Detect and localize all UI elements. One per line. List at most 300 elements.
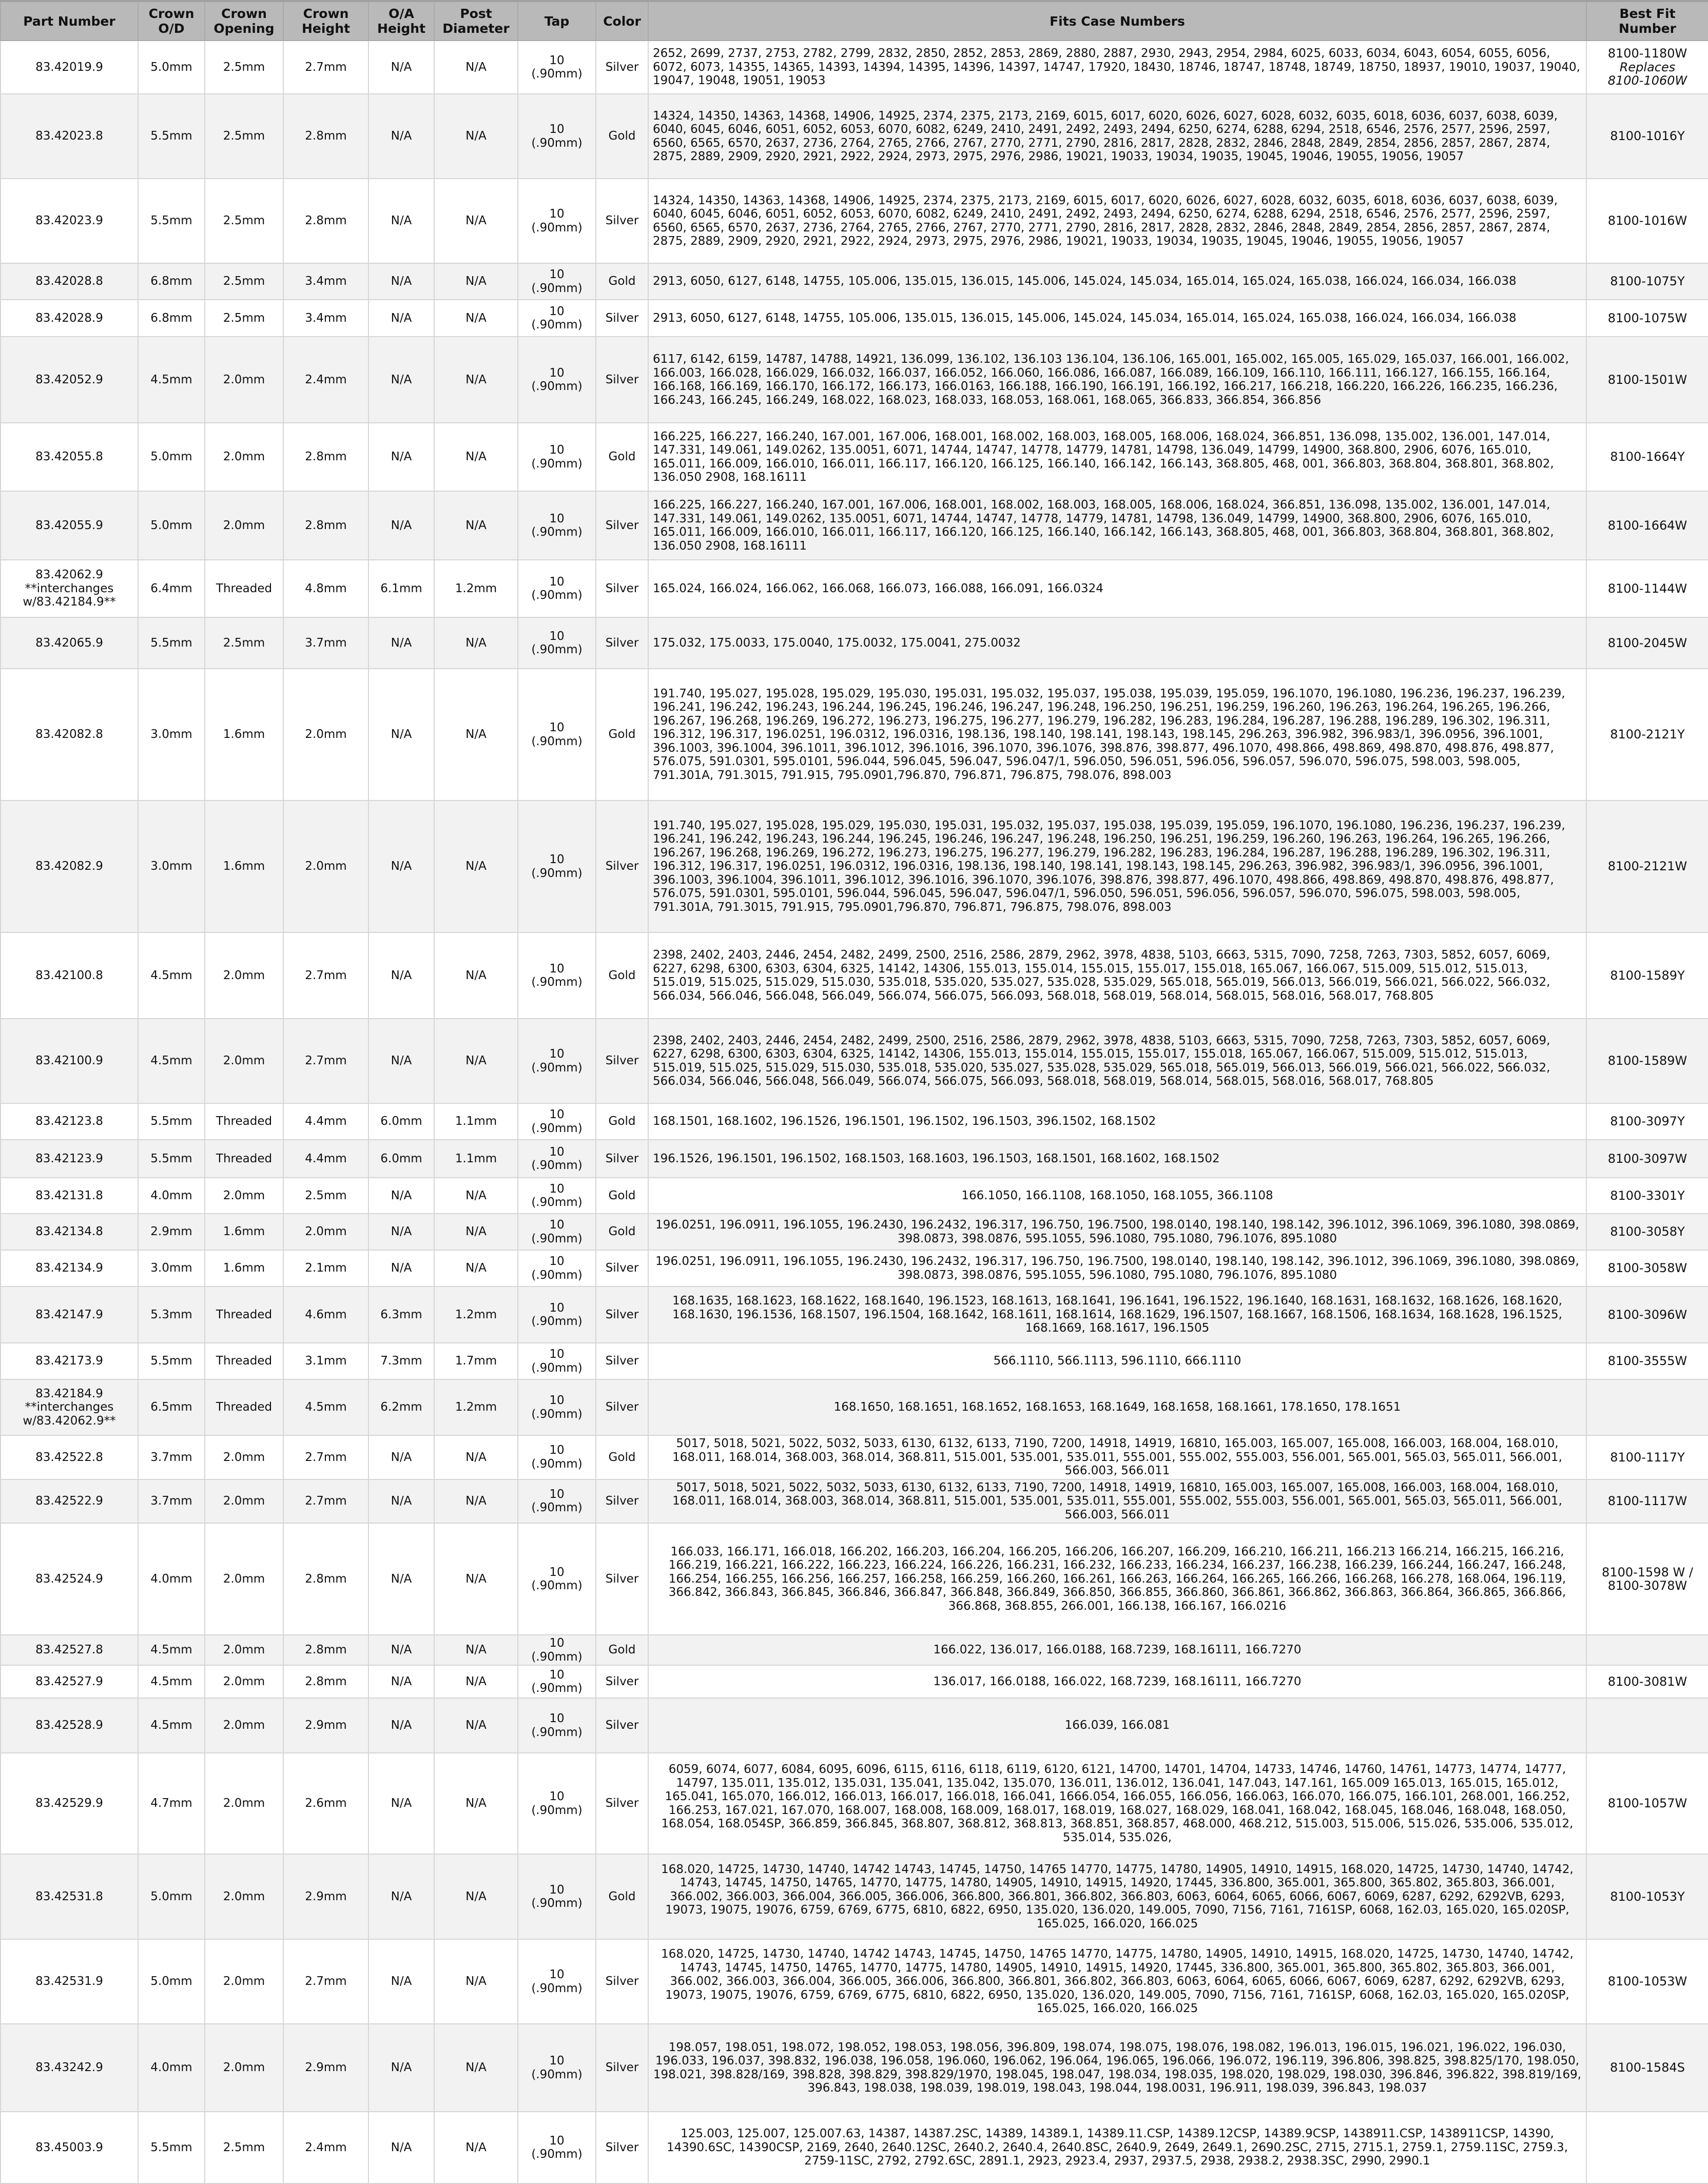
cell-oa-height: 6.2mm bbox=[368, 1379, 434, 1435]
part-number: 83.42028.8 bbox=[35, 275, 103, 288]
cell-crown-od: 4.7mm bbox=[138, 1753, 205, 1854]
cell-fits-case-numbers: 166.225, 166.227, 166.240, 167.001, 167.006, 168.001, 168.002, 168.003, 168.005, 168.006, 168.024, 366.851, 136.098, 135.002, 136.001, 147.014, 147.331, 149.061, 149.0262, 135.0051, 6071, 14744, 14747, 14778, 14779, 14781, 14798, 136.049, 14799, 14900, 368.800, 2906, 6076, 165.010, 165.011, 166.009, 166.010, 166.011, 166.117, 166.120, 166.125, 166.140, 166.142, 166.143, 368.805, 468, 001, 366.803, 368.804, 368.801, 368.802, 136.050 2908, 168.16111 bbox=[648, 491, 1586, 560]
tap-size: 10 bbox=[549, 53, 565, 67]
cell-fits-case-numbers: 198.057, 198.051, 198.072, 198.052, 198.053, 198.056, 396.809, 198.074, 198.075, 198.076, 198.082, 196.013, 196.015, 196.021, 196.022, 196.030, 196.033, 196.037, 398.832, 196.038, 196.058, 196.060, 196.062, 196.064, 196.065, 196.066, 196.072, 196.119, 396.806, 398.825, 398.825/170, 198.050, 198.021, 398.828/169, 398.828, 398.829, 398.829/1970, 198.045, 198.047, 198.034, 198.035, 198.020, 198.029, 198.030, 396.846, 396.822, 398.819/169, 396.843, 198.038, 198.039, 198.019, 198.043, 198.044, 198.0031, 196.911, 198.039, 396.843, 198.037 bbox=[648, 2024, 1586, 2112]
part-number: 83.42123.9 bbox=[35, 1152, 103, 1165]
cell-fits-case-numbers: 166.033, 166.171, 166.018, 166.202, 166.203, 166.204, 166.205, 166.206, 166.207, 166.209, 166.210, 166.211, 166.213 166.214, 166.215, 166.216, 166.219, 166.221, 166.222, 166.223, 166.224, 166.226, 166.231, 166.232, 166.233, 166.234, 166.237, 166.238, 166.239, 166.244, 166.247, 166.248, 166.254, 166.255, 166.256, 166.257, 166.258, 166.259, 166.260, 166.261, 166.263, 166.264, 166.265, 166.266, 166.268, 166.278, 168.064, 196.119, 366.842, 366.843, 366.845, 366.846, 366.847, 366.848, 366.849, 366.850, 366.855, 366.860, 366.861, 366.862, 366.863, 366.864, 366.865, 366.866, 366.868, 368.855, 266.001, 166.138, 166.167, 166.0216 bbox=[648, 1523, 1586, 1635]
cell-crown-height: 2.9mm bbox=[283, 1854, 368, 1939]
cell-crown-od: 3.0mm bbox=[138, 1250, 205, 1286]
cell-tap bbox=[518, 1753, 596, 1854]
cell-part-number bbox=[1, 179, 138, 263]
part-number: 83.42531.9 bbox=[35, 1975, 103, 1988]
tap-size: 10 bbox=[549, 1255, 565, 1268]
cell-crown-od: 4.5mm bbox=[138, 1698, 205, 1753]
part-number: 83.42062.9 bbox=[35, 568, 103, 582]
cell-crown-height: 2.8mm bbox=[283, 1635, 368, 1665]
cell-best-fit-number bbox=[1586, 1343, 1708, 1379]
cell-crown-od: 5.5mm bbox=[138, 617, 205, 669]
part-number: 83.42134.9 bbox=[35, 1261, 103, 1275]
cell-crown-od: 4.5mm bbox=[138, 1665, 205, 1698]
cell-tap bbox=[518, 1019, 596, 1103]
cell-tap bbox=[518, 560, 596, 617]
cell-oa-height: N/A bbox=[368, 1178, 434, 1214]
cell-color: Silver bbox=[596, 1665, 648, 1698]
cell-tap bbox=[518, 617, 596, 669]
best-fit-number: 8100-1057W bbox=[1607, 1796, 1687, 1811]
cell-crown-opening: 2.0mm bbox=[205, 1698, 283, 1753]
cell-crown-opening: 2.5mm bbox=[205, 263, 283, 300]
part-number: 83.42522.9 bbox=[35, 1494, 103, 1508]
header-label: Crown bbox=[303, 6, 349, 21]
tap-size: 10 bbox=[549, 853, 565, 866]
cell-tap bbox=[518, 1698, 596, 1753]
cell-oa-height: N/A bbox=[368, 423, 434, 491]
part-number: 83.42055.9 bbox=[35, 518, 103, 532]
tap-size: 10 bbox=[549, 1487, 565, 1501]
cell-post-diameter: N/A bbox=[434, 423, 518, 491]
cell-crown-od: 2.9mm bbox=[138, 1214, 205, 1250]
cell-crown-height: 2.7mm bbox=[283, 41, 368, 94]
tap-mm: (.90mm) bbox=[531, 1897, 583, 1910]
part-interchange-note: **interchanges w/83.42062.9** bbox=[23, 1400, 116, 1428]
best-fit-number: 8100-1144W bbox=[1607, 581, 1687, 596]
table-row bbox=[1, 617, 1708, 669]
cell-best-fit-number bbox=[1586, 669, 1708, 801]
cell-post-diameter: N/A bbox=[434, 1250, 518, 1286]
tap-size: 10 bbox=[549, 1218, 565, 1232]
cell-oa-height: N/A bbox=[368, 337, 434, 423]
table-row bbox=[1, 932, 1708, 1019]
best-fit-number: 8100-1589W bbox=[1607, 1054, 1687, 1068]
table-row bbox=[1, 300, 1708, 337]
part-number: 83.42528.9 bbox=[35, 1719, 103, 1732]
cell-part-number bbox=[1, 337, 138, 423]
cell-oa-height: N/A bbox=[368, 1523, 434, 1635]
table-row bbox=[1, 1635, 1708, 1665]
cell-crown-height: 4.4mm bbox=[283, 1140, 368, 1178]
cell-tap bbox=[518, 2112, 596, 2183]
cell-crown-height: 4.6mm bbox=[283, 1286, 368, 1343]
cell-tap bbox=[518, 1379, 596, 1435]
header-label: Diameter bbox=[442, 21, 510, 36]
tap-size: 10 bbox=[549, 962, 565, 976]
table-row bbox=[1, 560, 1708, 617]
table-row bbox=[1, 1479, 1708, 1524]
part-number: 83.42184.9 bbox=[35, 1387, 103, 1400]
cell-best-fit-number bbox=[1586, 1523, 1708, 1635]
tap-size: 10 bbox=[549, 1047, 565, 1061]
best-fit-number: 8100-1589Y bbox=[1610, 968, 1685, 983]
cell-crown-height: 2.6mm bbox=[283, 1753, 368, 1854]
tap-mm: (.90mm) bbox=[531, 457, 583, 471]
cell-crown-opening: 2.5mm bbox=[205, 94, 283, 179]
part-number: 83.42100.9 bbox=[35, 1054, 103, 1068]
cell-best-fit-number bbox=[1586, 41, 1708, 94]
cell-best-fit-number bbox=[1586, 300, 1708, 337]
cell-tap bbox=[518, 1435, 596, 1479]
cell-oa-height: N/A bbox=[368, 491, 434, 560]
cell-post-diameter: N/A bbox=[434, 41, 518, 94]
cell-fits-case-numbers: 2398, 2402, 2403, 2446, 2454, 2482, 2499, 2500, 2516, 2586, 2879, 2962, 3978, 4838, 5103, 6663, 5315, 7090, 7258, 7263, 7303, 5852, 6057, 6069, 6227, 6298, 6300, 6303, 6304, 6325, 14142, 14306, 155.013, 155.014, 155.015, 155.017, 155.018, 165.067, 166.067, 515.009, 515.012, 515.013, 515.019, 515.025, 515.029, 515.030, 535.018, 535.020, 535.027, 535.028, 535.029, 565.018, 565.019, 566.013, 566.019, 566.021, 566.022, 566.032, 566.034, 566.046, 566.048, 566.049, 566.074, 566.075, 566.093, 568.018, 568.019, 568.014, 568.015, 568.016, 568.017, 768.805 bbox=[648, 1019, 1586, 1103]
cell-color: Silver bbox=[596, 2024, 648, 2112]
tap-mm: (.90mm) bbox=[531, 1121, 583, 1135]
cell-crown-height: 2.0mm bbox=[283, 801, 368, 932]
cell-post-diameter: 1.1mm bbox=[434, 1103, 518, 1140]
cell-oa-height: N/A bbox=[368, 1435, 434, 1479]
part-number: 83.42522.8 bbox=[35, 1450, 103, 1464]
cell-tap bbox=[518, 1250, 596, 1286]
cell-color: Silver bbox=[596, 1523, 648, 1635]
tap-mm: (.90mm) bbox=[531, 281, 583, 295]
cell-post-diameter: 1.1mm bbox=[434, 1140, 518, 1178]
table-row bbox=[1, 1286, 1708, 1343]
best-fit-number: 8100-1117Y bbox=[1610, 1450, 1685, 1465]
tap-mm: (.90mm) bbox=[531, 1579, 583, 1592]
cell-post-diameter: N/A bbox=[434, 300, 518, 337]
cell-part-number bbox=[1, 1753, 138, 1854]
cell-crown-od: 5.5mm bbox=[138, 179, 205, 263]
best-fit-number: 8100-3555W bbox=[1607, 1354, 1687, 1369]
cell-crown-opening: 2.0mm bbox=[205, 932, 283, 1019]
tap-size: 10 bbox=[549, 443, 565, 457]
best-fit-number: 8100-1016Y bbox=[1610, 129, 1685, 144]
cell-crown-opening: Threaded bbox=[205, 1140, 283, 1178]
cell-tap bbox=[518, 1140, 596, 1178]
cell-color: Gold bbox=[596, 1854, 648, 1939]
cell-crown-height: 2.8mm bbox=[283, 423, 368, 491]
part-number: 83.42023.8 bbox=[35, 129, 103, 143]
cell-crown-height: 3.1mm bbox=[283, 1343, 368, 1379]
cell-color: Gold bbox=[596, 94, 648, 179]
best-fit-number: 8100-3081W bbox=[1607, 1674, 1687, 1689]
cell-best-fit-number bbox=[1586, 94, 1708, 179]
cell-crown-opening: 2.5mm bbox=[205, 300, 283, 337]
tap-mm: (.90mm) bbox=[531, 1457, 583, 1471]
cell-crown-opening: Threaded bbox=[205, 1343, 283, 1379]
best-fit-number: 8100-3058W bbox=[1607, 1261, 1687, 1276]
part-number: 83.45003.9 bbox=[35, 2140, 103, 2154]
cell-fits-case-numbers: 196.0251, 196.0911, 196.1055, 196.2430, 196.2432, 196.317, 196.750, 196.7500, 198.0140, 198.140, 198.142, 396.1012, 396.1069, 396.1080, 398.0869, 398.0873, 398.0876, 595.1055, 596.1080, 795.1080, 796.1076, 895.1080 bbox=[648, 1214, 1586, 1250]
cell-fits-case-numbers: 125.003, 125.007, 125.007.63, 14387, 14387.2SC, 14389, 14389.1, 14389.11.CSP, 14389.12CSP, 14389.9CSP, 1438911.CSP, 1438911CSP, 14390, 14390.6SC, 14390CSP, 2169, 2640, 2640.12SC, 2640.2, 2640.4, 2640.8SC, 2640.9, 2649, 2649.1, 2690.2SC, 2715, 2715.1, 2759.1, 2759.11SC, 2759.3, 2759-11SC, 2792, 2792.6SC, 2891.1, 2923, 2923.4, 2937, 2937.5, 2938, 2938.2, 2938.3SC, 2990, 2990.1 bbox=[648, 2112, 1586, 2183]
best-fit-number: 8100-3097Y bbox=[1610, 1114, 1685, 1129]
cell-post-diameter: N/A bbox=[434, 1698, 518, 1753]
best-fit-number: 8100-1053Y bbox=[1610, 1889, 1685, 1904]
cell-best-fit-number bbox=[1586, 1665, 1708, 1698]
cell-crown-height: 2.4mm bbox=[283, 337, 368, 423]
table-row bbox=[1, 94, 1708, 179]
cell-crown-opening: 2.0mm bbox=[205, 1753, 283, 1854]
cell-post-diameter: N/A bbox=[434, 669, 518, 801]
cell-best-fit-number bbox=[1586, 1214, 1708, 1250]
tap-size: 10 bbox=[549, 1712, 565, 1725]
cell-crown-opening: 2.0mm bbox=[205, 1665, 283, 1698]
cell-crown-od: 4.5mm bbox=[138, 1019, 205, 1103]
cell-tap bbox=[518, 1854, 596, 1939]
cell-crown-opening: 2.0mm bbox=[205, 1635, 283, 1665]
table-row bbox=[1, 1523, 1708, 1635]
cell-post-diameter: N/A bbox=[434, 94, 518, 179]
cell-tap bbox=[518, 801, 596, 932]
cell-best-fit-number bbox=[1586, 1140, 1708, 1178]
cell-tap bbox=[518, 1523, 596, 1635]
tap-mm: (.90mm) bbox=[531, 1159, 583, 1172]
tap-mm: (.90mm) bbox=[531, 221, 583, 235]
tap-size: 10 bbox=[549, 366, 565, 380]
table-row bbox=[1, 1379, 1708, 1435]
tap-mm: (.90mm) bbox=[531, 1061, 583, 1075]
table-row bbox=[1, 2112, 1708, 2183]
tap-size: 10 bbox=[549, 721, 565, 734]
tap-mm: (.90mm) bbox=[531, 67, 583, 81]
best-fit-number: 8100-2121Y bbox=[1610, 727, 1685, 742]
header-color: Color bbox=[596, 1, 648, 41]
header-crown-opening bbox=[205, 1, 283, 41]
part-number: 83.42531.8 bbox=[35, 1889, 103, 1903]
cell-fits-case-numbers: 2913, 6050, 6127, 6148, 14755, 105.006, 135.015, 136.015, 145.006, 145.024, 145.034, 165.014, 165.024, 165.038, 166.024, 166.034, 166.038 bbox=[648, 263, 1586, 300]
cell-color: Gold bbox=[596, 1435, 648, 1479]
cell-oa-height: 7.3mm bbox=[368, 1343, 434, 1379]
cell-post-diameter: N/A bbox=[434, 1635, 518, 1665]
cell-color: Silver bbox=[596, 1698, 648, 1753]
cell-crown-opening: Threaded bbox=[205, 1379, 283, 1435]
cell-fits-case-numbers: 5017, 5018, 5021, 5022, 5032, 5033, 6130, 6132, 6133, 7190, 7200, 14918, 14919, 16810, 165.003, 165.007, 165.008, 166.003, 168.004, 168.010, 168.011, 168.014, 368.003, 368.014, 368.811, 515.001, 535.001, 535.011, 555.001, 555.002, 555.003, 556.001, 565.001, 565.03, 565.011, 566.001, 566.003, 566.011 bbox=[648, 1479, 1586, 1524]
cell-oa-height: N/A bbox=[368, 1665, 434, 1698]
table-row bbox=[1, 1103, 1708, 1140]
cell-fits-case-numbers: 168.020, 14725, 14730, 14740, 14742 14743, 14745, 14750, 14765 14770, 14775, 14780, 14905, 14910, 14915, 168.020, 14725, 14730, 14740, 14742, 14743, 14745, 14750, 14765, 14770, 14775, 14780, 14905, 14910, 14915, 14920, 17445, 336.800, 365.001, 365.800, 365.802, 365.803, 366.001, 366.002, 366.003, 366.004, 366.005, 366.006, 366.800, 366.801, 366.802, 366.803, 6063, 6064, 6065, 6066, 6067, 6069, 6287, 6292, 6292VB, 6293, 19073, 19075, 19076, 6759, 6769, 6775, 6810, 6822, 6950, 135.020, 136.020, 149.005, 7090, 7156, 7161, 7161SP, 6068, 162.03, 165.020, 165.020SP, 165.025, 166.020, 166.025 bbox=[648, 1854, 1586, 1939]
cell-crown-opening: 2.0mm bbox=[205, 1523, 283, 1635]
table-row bbox=[1, 1698, 1708, 1753]
cell-tap bbox=[518, 1214, 596, 1250]
cell-part-number bbox=[1, 1435, 138, 1479]
cell-color: Silver bbox=[596, 1939, 648, 2024]
cell-crown-od: 4.0mm bbox=[138, 2024, 205, 2112]
cell-oa-height: N/A bbox=[368, 1635, 434, 1665]
cell-tap bbox=[518, 1103, 596, 1140]
tap-mm: (.90mm) bbox=[531, 976, 583, 989]
tap-mm: (.90mm) bbox=[531, 1803, 583, 1817]
header-best-fit-number bbox=[1586, 1, 1708, 41]
best-fit-number: 8100-3096W bbox=[1607, 1307, 1687, 1322]
cell-fits-case-numbers: 14324, 14350, 14363, 14368, 14906, 14925, 2374, 2375, 2173, 2169, 6015, 6017, 6020, 6026, 6027, 6028, 6032, 6035, 6018, 6036, 6037, 6038, 6039, 6040, 6045, 6046, 6051, 6052, 6053, 6070, 6082, 6249, 2410, 2491, 2492, 2493, 2494, 6250, 6274, 6288, 6294, 2518, 6546, 2576, 2577, 2596, 2597, 6560, 6565, 6570, 2637, 2736, 2764, 2765, 2766, 2767, 2770, 2771, 2790, 2816, 2817, 2828, 2832, 2846, 2848, 2849, 2854, 2856, 2857, 2867, 2874, 2875, 2889, 2909, 2920, 2921, 2922, 2924, 2973, 2975, 2976, 2986, 19021, 19033, 19034, 19035, 19045, 19046, 19055, 19056, 19057 bbox=[648, 94, 1586, 179]
header-label: Crown bbox=[148, 6, 195, 21]
cell-crown-od: 4.5mm bbox=[138, 932, 205, 1019]
cell-best-fit-number bbox=[1586, 1250, 1708, 1286]
cell-fits-case-numbers: 191.740, 195.027, 195.028, 195.029, 195.030, 195.031, 195.032, 195.037, 195.038, 195.039, 195.059, 196.1070, 196.1080, 196.236, 196.237, 196.239, 196.241, 196.242, 196.243, 196.244, 196.245, 196.246, 196.247, 196.248, 196.250, 196.251, 196.259, 196.260, 196.263, 196.264, 196.265, 196.266, 196.267, 196.268, 196.269, 196.272, 196.273, 196.275, 196.277, 196.279, 196.282, 196.283, 196.284, 196.287, 196.288, 196.289, 196.302, 196.311, 196.312, 196.317, 196.0251, 196.0312, 196.0316, 198.136, 198.140, 198.141, 198.143, 198.145, 296.263, 396.982, 396.983/1, 396.0956, 396.1001, 396.1003, 396.1004, 396.1011, 396.1012, 396.1016, 396.1070, 396.1076, 398.876, 398.877, 496.1070, 498.866, 498.869, 498.870, 498.876, 498.877, 576.075, 591.0301, 595.0101, 596.044, 596.045, 596.047, 596.047/1, 596.050, 596.051, 596.056, 596.057, 596.070, 596.075, 598.003, 598.005, 791.301A, 791.3015, 791.915, 795.0901,796.870, 796.871, 796.875, 798.076, 898.003 bbox=[648, 669, 1586, 801]
cell-part-number bbox=[1, 1698, 138, 1753]
cell-crown-od: 5.5mm bbox=[138, 1140, 205, 1178]
cell-crown-od: 5.5mm bbox=[138, 1343, 205, 1379]
cell-color: Silver bbox=[596, 337, 648, 423]
cell-tap bbox=[518, 932, 596, 1019]
cell-post-diameter: N/A bbox=[434, 1753, 518, 1854]
part-number: 83.42082.8 bbox=[35, 728, 103, 742]
cell-tap bbox=[518, 337, 596, 423]
table-row bbox=[1, 491, 1708, 560]
cell-crown-opening: 2.0mm bbox=[205, 1019, 283, 1103]
cell-crown-od: 5.5mm bbox=[138, 94, 205, 179]
best-fit-number: 8100-1117W bbox=[1607, 1494, 1687, 1508]
best-fit-number: 8100-2045W bbox=[1607, 635, 1687, 650]
cell-color: Silver bbox=[596, 1379, 648, 1435]
cell-crown-od: 6.8mm bbox=[138, 300, 205, 337]
cell-color: Silver bbox=[596, 801, 648, 932]
part-number: 83.42527.9 bbox=[35, 1674, 103, 1688]
cell-best-fit-number bbox=[1586, 263, 1708, 300]
cell-tap bbox=[518, 1178, 596, 1214]
cell-oa-height: N/A bbox=[368, 1250, 434, 1286]
cell-post-diameter: N/A bbox=[434, 1479, 518, 1524]
cell-post-diameter: N/A bbox=[434, 179, 518, 263]
cell-best-fit-number bbox=[1586, 1286, 1708, 1343]
part-number: 83.42023.9 bbox=[35, 214, 103, 228]
tap-size: 10 bbox=[549, 207, 565, 221]
header-label: Crown bbox=[221, 6, 267, 21]
header-label: O/A bbox=[389, 6, 414, 21]
cell-color: Silver bbox=[596, 1286, 648, 1343]
best-fit-number: 8100-3058Y bbox=[1610, 1224, 1685, 1239]
best-fit-number: 8100-1664Y bbox=[1610, 450, 1685, 464]
tap-mm: (.90mm) bbox=[531, 1650, 583, 1664]
cell-part-number bbox=[1, 1379, 138, 1435]
tap-mm: (.90mm) bbox=[531, 866, 583, 880]
cell-oa-height: N/A bbox=[368, 1479, 434, 1524]
cell-part-number bbox=[1, 1103, 138, 1140]
cell-oa-height: N/A bbox=[368, 1854, 434, 1939]
cell-color: Silver bbox=[596, 560, 648, 617]
cell-best-fit-number bbox=[1586, 1698, 1708, 1753]
tap-mm: (.90mm) bbox=[531, 1725, 583, 1739]
table-row bbox=[1, 263, 1708, 300]
cell-crown-od: 3.0mm bbox=[138, 801, 205, 932]
table-row bbox=[1, 1753, 1708, 1854]
header-row bbox=[1, 1, 1708, 41]
table-row bbox=[1, 1343, 1708, 1379]
header-label: O/D bbox=[158, 21, 185, 36]
cell-color: Gold bbox=[596, 932, 648, 1019]
cell-crown-od: 4.0mm bbox=[138, 1523, 205, 1635]
cell-crown-opening: 2.0mm bbox=[205, 2024, 283, 2112]
table-row bbox=[1, 1939, 1708, 2024]
cell-crown-opening: 2.0mm bbox=[205, 1435, 283, 1479]
cell-fits-case-numbers: 166.039, 166.081 bbox=[648, 1698, 1586, 1753]
cell-color: Silver bbox=[596, 1479, 648, 1524]
cell-part-number bbox=[1, 1523, 138, 1635]
table-row bbox=[1, 337, 1708, 423]
part-number: 83.42524.9 bbox=[35, 1572, 103, 1586]
part-number: 83.42131.8 bbox=[35, 1188, 103, 1202]
cell-tap bbox=[518, 1665, 596, 1698]
cell-fits-case-numbers: 168.1501, 168.1602, 196.1526, 196.1501, 196.1502, 196.1503, 396.1502, 168.1502 bbox=[648, 1103, 1586, 1140]
part-number: 83.42173.9 bbox=[35, 1354, 103, 1368]
cell-crown-od: 3.7mm bbox=[138, 1479, 205, 1524]
tap-mm: (.90mm) bbox=[531, 643, 583, 656]
cell-crown-opening: 2.0mm bbox=[205, 1479, 283, 1524]
table-body bbox=[1, 41, 1708, 2183]
cell-tap bbox=[518, 669, 596, 801]
cell-fits-case-numbers: 175.032, 175.0033, 175.0040, 175.0032, 175.0041, 275.0032 bbox=[648, 617, 1586, 669]
cell-best-fit-number bbox=[1586, 560, 1708, 617]
cell-crown-opening: 1.6mm bbox=[205, 1214, 283, 1250]
part-number: 83.42527.8 bbox=[35, 1643, 103, 1657]
tap-mm: (.90mm) bbox=[531, 589, 583, 602]
cell-crown-od: 5.5mm bbox=[138, 2112, 205, 2183]
cell-tap bbox=[518, 179, 596, 263]
cell-oa-height: N/A bbox=[368, 932, 434, 1019]
cell-color: Silver bbox=[596, 1343, 648, 1379]
cell-post-diameter: N/A bbox=[434, 2112, 518, 2183]
tap-mm: (.90mm) bbox=[531, 1232, 583, 1245]
cell-fits-case-numbers: 2913, 6050, 6127, 6148, 14755, 105.006, 135.015, 136.015, 145.006, 145.024, 145.034, 165.014, 165.024, 165.038, 166.024, 166.034, 166.038 bbox=[648, 300, 1586, 337]
header-oa-height bbox=[368, 1, 434, 41]
header-label: Post bbox=[460, 6, 492, 21]
cell-crown-height: 2.5mm bbox=[283, 1178, 368, 1214]
cell-oa-height: N/A bbox=[368, 1753, 434, 1854]
cell-fits-case-numbers: 2398, 2402, 2403, 2446, 2454, 2482, 2499, 2500, 2516, 2586, 2879, 2962, 3978, 4838, 5103, 6663, 5315, 7090, 7258, 7263, 7303, 5852, 6057, 6069, 6227, 6298, 6300, 6303, 6304, 6325, 14142, 14306, 155.013, 155.014, 155.015, 155.017, 155.018, 165.067, 166.067, 515.009, 515.012, 515.013, 515.019, 515.025, 515.029, 515.030, 535.018, 535.020, 535.027, 535.028, 535.029, 565.018, 565.019, 566.013, 566.019, 566.021, 566.022, 566.032, 566.034, 566.046, 566.048, 566.049, 566.074, 566.075, 566.093, 568.018, 568.019, 568.014, 568.015, 568.016, 568.017, 768.805 bbox=[648, 932, 1586, 1019]
best-fit-number: 8100-1075W bbox=[1607, 310, 1687, 325]
header-post-diameter bbox=[434, 1, 518, 41]
tap-mm: (.90mm) bbox=[531, 1501, 583, 1515]
cell-post-diameter: N/A bbox=[434, 1178, 518, 1214]
best-fit-number: 8100-1501W bbox=[1607, 372, 1687, 387]
cell-fits-case-numbers: 566.1110, 566.1113, 596.1110, 666.1110 bbox=[648, 1343, 1586, 1379]
cell-crown-height: 2.8mm bbox=[283, 94, 368, 179]
cell-fits-case-numbers: 168.1635, 168.1623, 168.1622, 168.1640, 196.1523, 168.1613, 168.1641, 196.1641, 196.1522, 196.1640, 168.1631, 168.1632, 168.1626, 168.1620, 168.1630, 196.1536, 168.1507, 196.1504, 168.1642, 168.1611, 168.1614, 168.1629, 196.1507, 168.1667, 168.1506, 168.1634, 168.1628, 196.1525, 168.1669, 168.1617, 196.1505 bbox=[648, 1286, 1586, 1343]
cell-crown-od: 4.5mm bbox=[138, 337, 205, 423]
cell-crown-height: 4.4mm bbox=[283, 1103, 368, 1140]
cell-oa-height: N/A bbox=[368, 41, 434, 94]
cell-color: Silver bbox=[596, 2112, 648, 2183]
cell-oa-height: N/A bbox=[368, 1019, 434, 1103]
cell-crown-height: 2.8mm bbox=[283, 1523, 368, 1635]
cell-post-diameter: N/A bbox=[434, 1435, 518, 1479]
cell-crown-height: 2.8mm bbox=[283, 1665, 368, 1698]
best-fit-number: 8100-3097W bbox=[1607, 1151, 1687, 1166]
cell-oa-height: 6.0mm bbox=[368, 1140, 434, 1178]
cell-color: Gold bbox=[596, 1214, 648, 1250]
tap-size: 10 bbox=[549, 268, 565, 281]
cell-tap bbox=[518, 2024, 596, 2112]
cell-color: Gold bbox=[596, 669, 648, 801]
cell-crown-od: 5.0mm bbox=[138, 491, 205, 560]
cell-crown-height: 3.4mm bbox=[283, 263, 368, 300]
cell-best-fit-number bbox=[1586, 337, 1708, 423]
tap-size: 10 bbox=[549, 1108, 565, 1121]
header-crown-od bbox=[138, 1, 205, 41]
tap-size: 10 bbox=[549, 629, 565, 643]
cell-part-number bbox=[1, 1343, 138, 1379]
cell-best-fit-number bbox=[1586, 2024, 1708, 2112]
best-fit-number: 8100-1664W bbox=[1607, 518, 1687, 533]
cell-post-diameter: N/A bbox=[434, 1019, 518, 1103]
header-fits-case-numbers: Fits Case Numbers bbox=[648, 1, 1586, 41]
cell-best-fit-number bbox=[1586, 932, 1708, 1019]
tap-mm: (.90mm) bbox=[531, 318, 583, 332]
cell-post-diameter: N/A bbox=[434, 1939, 518, 2024]
cell-oa-height: 6.3mm bbox=[368, 1286, 434, 1343]
cell-crown-height: 2.0mm bbox=[283, 1214, 368, 1250]
cell-post-diameter: N/A bbox=[434, 491, 518, 560]
cell-post-diameter: 1.2mm bbox=[434, 1379, 518, 1435]
best-fit-number: 8100-3301Y bbox=[1610, 1188, 1685, 1203]
part-number: 83.42065.9 bbox=[35, 636, 103, 650]
table-row bbox=[1, 1854, 1708, 1939]
cell-part-number bbox=[1, 41, 138, 94]
table-row bbox=[1, 423, 1708, 491]
tap-mm: (.90mm) bbox=[531, 525, 583, 539]
cell-post-diameter: N/A bbox=[434, 932, 518, 1019]
part-number: 83.42529.9 bbox=[35, 1797, 103, 1810]
part-number: 83.42100.8 bbox=[35, 968, 103, 982]
